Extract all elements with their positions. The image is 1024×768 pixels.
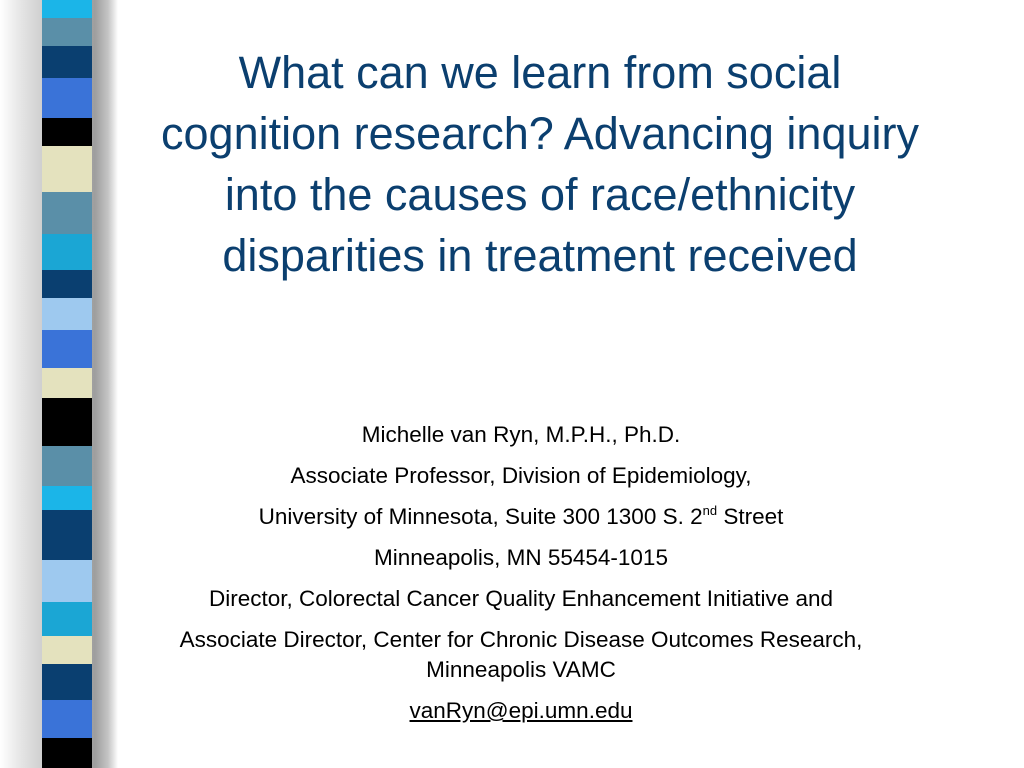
address-suffix: Street	[717, 504, 784, 529]
decorative-side-band	[0, 0, 118, 768]
decorative-stripe	[42, 118, 92, 146]
decorative-stripe	[42, 330, 92, 368]
slide-title: What can we learn from social cognition research? Advancing inquiry into the causes of race/ethnicity disparities in treatment received	[161, 47, 919, 281]
decorative-stripe	[42, 368, 92, 398]
author-city-zip: Minneapolis, MN 55454-1015	[374, 545, 668, 570]
decorative-stripe	[42, 560, 92, 602]
author-address	[118, 496, 924, 537]
decorative-stripe	[42, 18, 92, 46]
decorative-stripe	[42, 602, 92, 636]
decorative-stripe	[42, 664, 92, 700]
decorative-stripe	[42, 636, 92, 664]
decorative-stripe	[42, 270, 92, 298]
decorative-stripe	[42, 700, 92, 738]
director-role: Director, Colorectal Cancer Quality Enhancement Initiative and	[208, 586, 834, 611]
decorative-stripe	[42, 398, 92, 446]
decorative-stripe	[42, 146, 92, 192]
address-superscript: nd	[702, 503, 718, 518]
email-link[interactable]: vanRyn@epi.umn.edu	[409, 698, 633, 723]
decorative-stripe	[42, 446, 92, 486]
author-info-block	[118, 414, 924, 731]
decorative-stripe	[42, 298, 92, 330]
decorative-stripe	[42, 234, 92, 270]
decorative-stripe	[42, 0, 92, 18]
decorative-stripe	[42, 192, 92, 234]
decorative-stripe	[42, 78, 92, 118]
decorative-stripe	[42, 46, 92, 78]
author-position: Associate Professor, Division of Epidemiology,	[290, 463, 752, 488]
address-prefix: University of Minnesota, Suite 300 1300 S. 2	[258, 504, 703, 529]
decorative-stripe	[42, 738, 92, 768]
decorative-stripe	[42, 510, 92, 560]
author-name: Michelle van Ryn, M.P.H., Ph.D.	[361, 422, 681, 447]
associate-director-role: Associate Director, Center for Chronic Disease Outcomes Research, Minneapolis VAMC	[179, 627, 863, 682]
decorative-stripe	[42, 486, 92, 510]
